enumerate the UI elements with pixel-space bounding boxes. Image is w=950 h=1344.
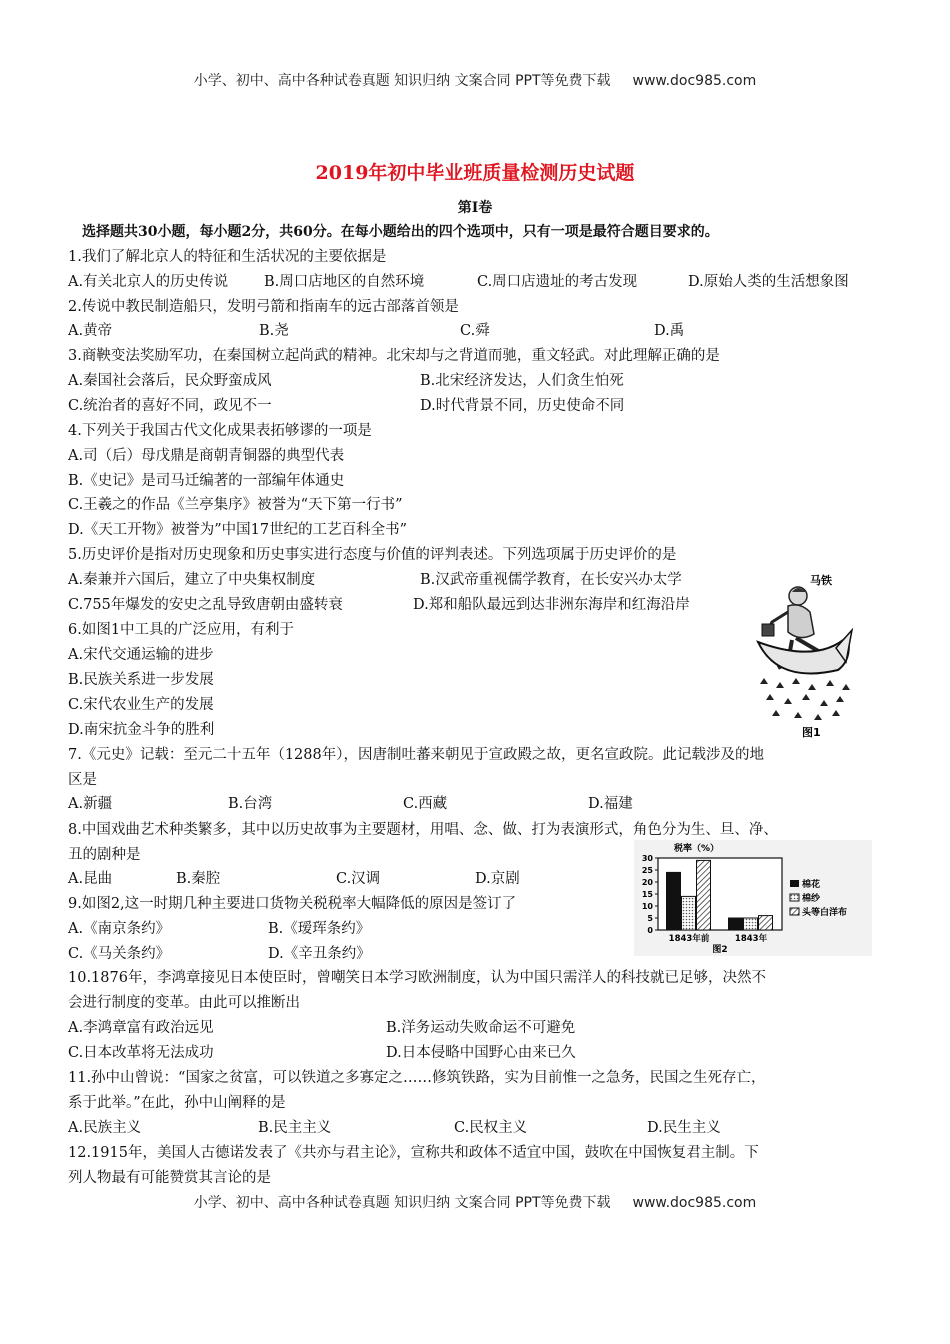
q4-option-b: B.《史记》是司马迁编著的一部编年体通史 (68, 473, 345, 489)
bar-cloth-0 (697, 860, 711, 930)
legend-swatch-cotton (790, 880, 799, 887)
q10-option-b: B.洋务运动失败命运不可避免 (386, 1020, 576, 1036)
q5-option-a: A.秦兼并六国后，建立了中央集权制度 (68, 572, 316, 588)
y-tick-label: 20 (641, 878, 653, 887)
x-category-label: 1843年前 (668, 934, 710, 944)
q2-option-a: A.黄帝 (68, 323, 113, 339)
question-11-stem-cont: 系于此举。”在此，孙中山阐释的是 (68, 1095, 286, 1111)
legend-cloth: 头等白洋布 (802, 908, 848, 918)
q10-option-a: A.李鸿章富有政治远见 (68, 1020, 214, 1036)
q7-option-c: C.西藏 (403, 796, 448, 812)
y-tick-label: 0 (647, 926, 653, 935)
q9-option-d: D.《辛丑条约》 (268, 946, 371, 962)
section-title: 第Ⅰ卷 (457, 200, 493, 216)
question-8-stem-cont: 丑的剧种是 (68, 847, 141, 863)
q1-option-d: D.原始人类的生活想象图 (688, 274, 849, 290)
legend-swatch-cloth (790, 908, 799, 915)
question-12-stem: 12.1915年，美国人古德诺发表了《共亦与君主论》，宣称共和政体不适宜中国，鼓吹在中国恢复君主制。下 (68, 1145, 759, 1161)
bar-cotton-1 (729, 918, 743, 930)
q11-option-a: A.民族主义 (68, 1120, 142, 1136)
y-tick-label: 5 (647, 914, 653, 923)
page-header: 小学、初中、高中各种试卷真题 知识归纳 文案合同 PPT等免费下载 www.doc985.com (193, 73, 757, 89)
q8-option-b: B.秦腔 (176, 871, 221, 887)
q11-option-b: B.民主主义 (258, 1120, 332, 1136)
q4-option-a: A.司（后）母戊鼎是商朝青铜器的典型代表 (68, 448, 345, 464)
legend-swatch-yarn (790, 894, 799, 901)
y-tick-label: 15 (641, 890, 653, 899)
q9-option-b: B.《瑷珲条约》 (268, 921, 371, 937)
question-1-stem: 1.我们了解北京人的特征和生活状况的主要依据是 (68, 249, 387, 265)
chart-ylabel: 税率（%） (674, 844, 720, 854)
q8-option-d: D.京剧 (475, 871, 520, 887)
q10-option-d: D.日本侵略中国野心由来已久 (386, 1045, 576, 1061)
q2-option-c: C.舜 (460, 323, 490, 339)
bar-yarn-0 (682, 896, 696, 930)
question-5-stem: 5.历史评价是指对历史现象和历史事实进行态度与价值的评判表述。下列选项属于历史评价的是 (68, 547, 677, 563)
question-10-stem-cont: 会进行制度的变革。由此可以推断出 (68, 995, 300, 1011)
q7-option-d: D.福建 (588, 796, 633, 812)
q3-option-c: C.统治者的喜好不同，政见不一 (68, 398, 272, 414)
q1-option-c: C.周口店遗址的考古发现 (477, 274, 638, 290)
q6-option-d: D.南宋抗金斗争的胜利 (68, 722, 215, 738)
q2-option-d: D.禹 (654, 323, 685, 339)
q7-option-b: B.台湾 (228, 796, 273, 812)
question-4-stem: 4.下列关于我国古代文化成果表拓够谬的一项是 (68, 423, 372, 439)
q3-option-d: D.时代背景不同，历史使命不同 (420, 398, 625, 414)
bar-yarn-1 (744, 918, 758, 930)
y-tick-label: 30 (641, 854, 653, 863)
q4-option-c: C.王羲之的作品《兰亭集序》被誉为“天下第一行书” (68, 497, 403, 513)
question-9-stem: 9.如图2,这一时期几种主要进口货物关税税率大幅降低的原因是签订了 (68, 896, 517, 912)
q9-option-a: A.《南京条约》 (68, 921, 171, 937)
q9-option-c: C.《马关条约》 (68, 946, 171, 962)
y-tick-label: 25 (641, 866, 653, 875)
q4-option-d: D.《天工开物》被誉为”中国17世纪的工艺百科全书” (68, 522, 407, 538)
question-7-stem: 7.《元史》记载：至元二十五年（1288年），因唐制吐蕃来朝见于宣政殿之故，更名宣政院。此记载涉及的地 (68, 747, 764, 763)
q8-option-a: A.昆曲 (68, 871, 113, 887)
q1-option-b: B.周口店地区的自然环境 (264, 274, 425, 290)
question-3-stem: 3.商鞅变法奖励军功，在秦国树立起尚武的精神。北宋却与之背道而驰，重文轻武。对此理解正确的是 (68, 348, 720, 364)
figure-1 (748, 572, 856, 740)
question-11-stem: 11.孙中山曾说：“国家之贫富，可以铁道之多寡定之……修筑铁路，实为目前惟一之急务，民国之生死存亡， (68, 1070, 766, 1086)
tariff-bar-chart (634, 840, 872, 956)
bar-cotton-0 (667, 872, 681, 930)
figure-2-chart (634, 840, 872, 956)
question-6-stem: 6.如图1中工具的广泛应用，有利于 (68, 622, 295, 638)
figure-1-illustration (748, 572, 856, 740)
q6-option-c: C.宋代农业生产的发展 (68, 697, 214, 713)
question-10-stem: 10.1876年，李鸿章接见日本使臣时，曾嘲笑日本学习欧洲制度，认为中国只需洋人的科技就已足够，决然不 (68, 970, 766, 986)
q6-option-a: A.宋代交通运输的进步 (68, 647, 214, 663)
chart-caption: 图2 (712, 945, 728, 955)
q6-option-b: B.民族关系进一步发展 (68, 672, 214, 688)
q11-option-d: D.民生主义 (647, 1120, 721, 1136)
q1-option-a: A.有关北京人的历史传说 (68, 274, 229, 290)
q7-option-a: A.新疆 (68, 796, 113, 812)
q8-option-c: C.汉调 (336, 871, 381, 887)
q11-option-c: C.民权主义 (454, 1120, 528, 1136)
q2-option-b: B.尧 (259, 323, 289, 339)
question-12-stem-cont: 列人物最有可能赞赏其言论的是 (68, 1170, 271, 1186)
x-category-label: 1843年 (734, 934, 768, 944)
legend-yarn: 棉纱 (802, 894, 821, 904)
bar-cloth-1 (759, 916, 773, 930)
legend-cotton: 棉花 (802, 880, 821, 890)
figure-1-caption: 图1 (802, 726, 821, 739)
y-tick-label: 10 (641, 902, 653, 911)
exam-title: 2019年初中毕业班质量检测历史试题 (315, 162, 635, 184)
q3-option-a: A.秦国社会落后，民众野蛮成风 (68, 373, 272, 389)
q5-option-b: B.汉武帝重视儒学教育，在长安兴办太学 (420, 572, 682, 588)
q3-option-b: B.北宋经济发达，人们贪生怕死 (420, 373, 624, 389)
q5-option-c: C.755年爆发的安史之乱导致唐朝由盛转衰 (68, 597, 343, 613)
question-8-stem: 8.中国戏曲艺术种类繁多，其中以历史故事为主要题材，用唱、念、做、打为表演形式，角色分为生、旦、净、 (68, 822, 778, 838)
page-footer: 小学、初中、高中各种试卷真题 知识归纳 文案合同 PPT等免费下载 www.doc985.com (193, 1195, 757, 1211)
instructions: 选择题共30小题，每小题2分，共60分。在每小题给出的四个选项中，只有一项是最符合题目要求的。 (82, 224, 719, 240)
q5-option-d: D.郑和船队最远到达非洲东海岸和红海沿岸 (413, 597, 690, 613)
figure-1-label: 马铁 (810, 574, 832, 587)
question-2-stem: 2.传说中教民制造船只，发明弓箭和指南车的远古部落首领是 (68, 299, 459, 315)
question-7-stem-cont: 区是 (68, 772, 97, 788)
q10-option-c: C.日本改革将无法成功 (68, 1045, 214, 1061)
